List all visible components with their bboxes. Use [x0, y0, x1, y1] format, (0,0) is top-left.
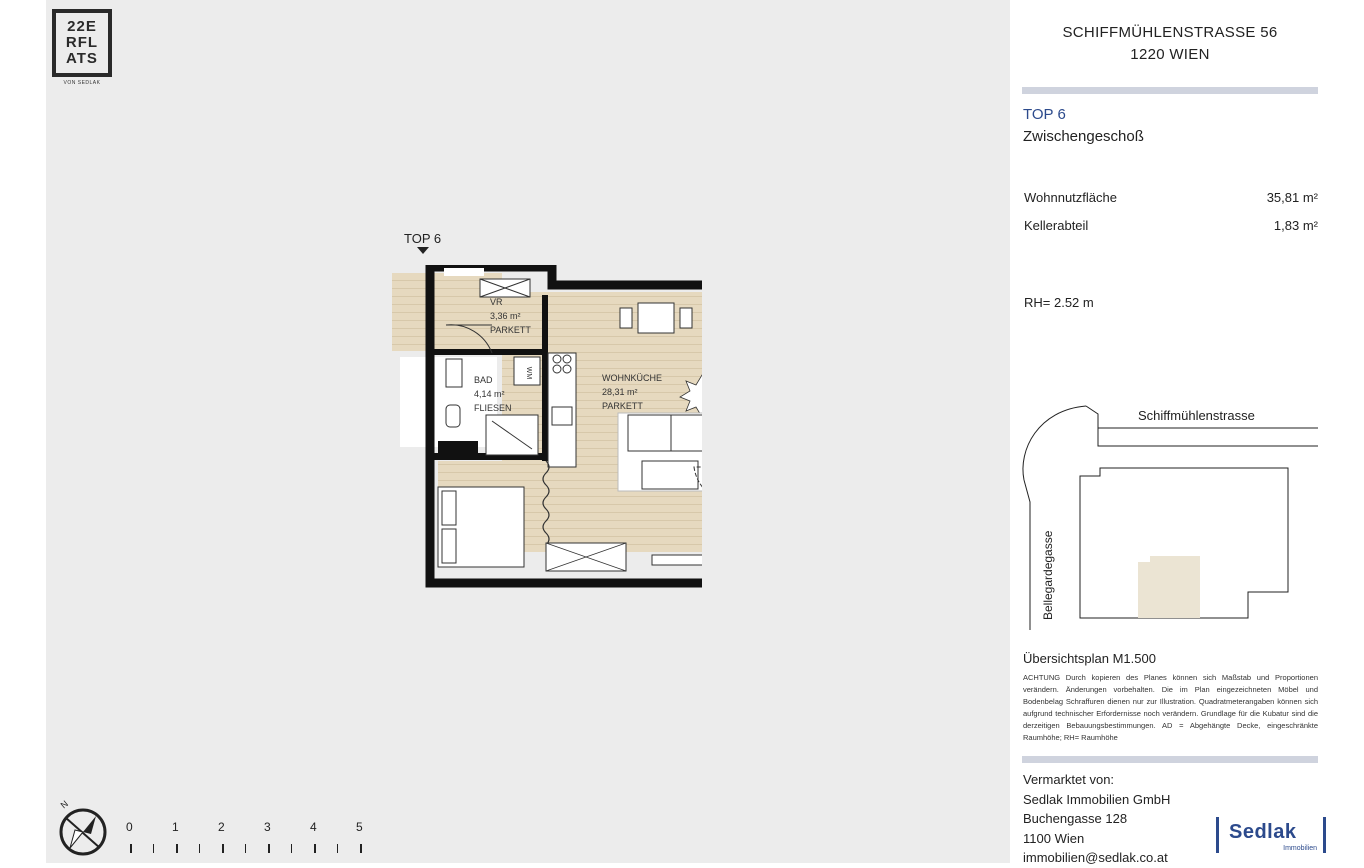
brand-name: Sedlak	[1229, 821, 1297, 843]
scale-5: 5	[356, 820, 363, 834]
logo-subtitle: VON SEDLAK	[63, 80, 101, 86]
scale-1: 1	[172, 820, 179, 834]
scale-tick	[314, 844, 316, 853]
area-table	[1024, 190, 1318, 246]
vr-label: VR	[490, 297, 503, 307]
divider-bar	[1022, 87, 1318, 94]
chair-left	[620, 308, 632, 328]
scale-tick	[199, 844, 200, 853]
washbasin	[446, 359, 462, 387]
scale-2: 2	[218, 820, 225, 834]
bad-floor-type: FLIESEN	[474, 403, 512, 413]
bad-label: BAD	[474, 375, 493, 385]
area-value: 35,81 m²	[1266, 190, 1318, 205]
scale-tick	[245, 844, 246, 853]
logo-line-1: 22E	[67, 18, 97, 35]
logo-line-3: ATS	[66, 50, 98, 67]
address-city: 1220 WIEN	[1130, 46, 1210, 63]
scale-4: 4	[310, 820, 317, 834]
site-overview-map	[1018, 400, 1330, 630]
sedlak-logo	[1216, 817, 1326, 853]
scale-tick	[337, 844, 338, 853]
scale-tick	[360, 844, 362, 853]
street-label-top: Schiffmühlenstrasse	[1138, 408, 1255, 423]
logo-mark	[52, 9, 112, 77]
unit-marker-label: TOP 6	[404, 231, 442, 246]
compass-label: N	[58, 798, 71, 811]
area-row	[1024, 218, 1318, 246]
vr-wall	[434, 349, 544, 355]
contact-block	[1023, 770, 1170, 868]
toilet	[446, 405, 460, 427]
scale-tick	[153, 844, 154, 853]
sofa	[628, 415, 702, 451]
dining-table	[638, 303, 674, 333]
contact-street: Buchengasse 128	[1023, 811, 1128, 826]
site-highlight	[1138, 556, 1200, 618]
window-bottom	[652, 555, 702, 565]
wohnkueche-label: WOHNKÜCHE	[602, 373, 662, 383]
site-curve	[1023, 406, 1086, 480]
area-value: 1,83 m²	[1273, 218, 1318, 233]
north-arrow-icon	[58, 798, 114, 860]
address-block	[1022, 22, 1318, 66]
wohnkueche-floor-type: PARKETT	[602, 401, 643, 411]
unit-info	[1023, 104, 1144, 148]
overview-title: Übersichtsplan M1.500	[1023, 651, 1156, 666]
wohnkueche-area: 28,31 m²	[602, 387, 638, 397]
area-label: Kellerabteil	[1024, 218, 1089, 233]
shaft	[438, 441, 478, 455]
overview-note: ACHTUNG Durch kopieren des Planes können sich Maßstab und Proportionen verändern. Änderungen vorbehalten. Die im Plan eingezeichneten Möbel und Bodenbelag Schraffuren dienen nur zur Illustration. Quadratmeterangaben können sich aufgrund technischer Erfordernisse noch verändern. Grundlage für die Kubatur sind die derzeitigen Bebauungsbestimmungen. AD = Abgehängte Decke, eingeschränkte Raumhöhe; RH= Raumhöhe	[1023, 673, 1318, 742]
scale-tick	[291, 844, 292, 853]
divider-bar	[1022, 756, 1318, 763]
vr-floor-type: PARKETT	[490, 325, 531, 335]
room-height: RH= 2.52 m	[1024, 295, 1094, 310]
wm-label: WM	[525, 366, 532, 380]
area-label: Wohnnutzfläche	[1024, 190, 1117, 205]
floor-plan-panel	[46, 0, 1010, 863]
scale-tick	[130, 844, 132, 853]
scale-tick	[176, 844, 178, 853]
scale-tick	[222, 844, 224, 853]
vr-area: 3,36 m²	[490, 311, 521, 321]
scale-0: 0	[126, 820, 133, 834]
entry-door-opening	[444, 268, 484, 276]
contact-company: Sedlak Immobilien GmbH	[1023, 791, 1171, 807]
logo	[52, 9, 112, 86]
info-sidebar	[1010, 0, 1364, 863]
site-highlight-notch	[1138, 556, 1150, 562]
site-left-street	[1024, 480, 1030, 630]
bad-area: 4,14 m²	[474, 389, 505, 399]
unit-number: TOP 6	[1023, 106, 1066, 123]
apartment-floor-plan	[382, 265, 702, 590]
area-row	[1024, 190, 1318, 218]
chair-right	[680, 308, 692, 328]
contact-city: 1100 Wien	[1023, 830, 1085, 846]
brand-sub: Immobilien	[1283, 845, 1317, 852]
scale-tick	[268, 844, 270, 853]
pillow-2	[442, 529, 456, 563]
entrance-arrow-icon	[417, 247, 429, 254]
contact-heading: Vermarktet von:	[1023, 772, 1115, 787]
contact-email[interactable]: immobilien@sedlak.co.at	[1023, 850, 1168, 865]
logo-line-2: RFL	[65, 34, 99, 51]
pillow-1	[442, 491, 456, 525]
street-label-left: Bellegardegasse	[1041, 530, 1055, 620]
scale-3: 3	[264, 820, 271, 834]
sink	[552, 407, 572, 425]
address-street: SCHIFFMÜHLENSTRASSE 56	[1062, 24, 1278, 41]
coffee-table	[642, 461, 698, 489]
unit-floor: Zwischengeschoß	[1023, 128, 1144, 145]
bath-wall	[542, 295, 548, 461]
